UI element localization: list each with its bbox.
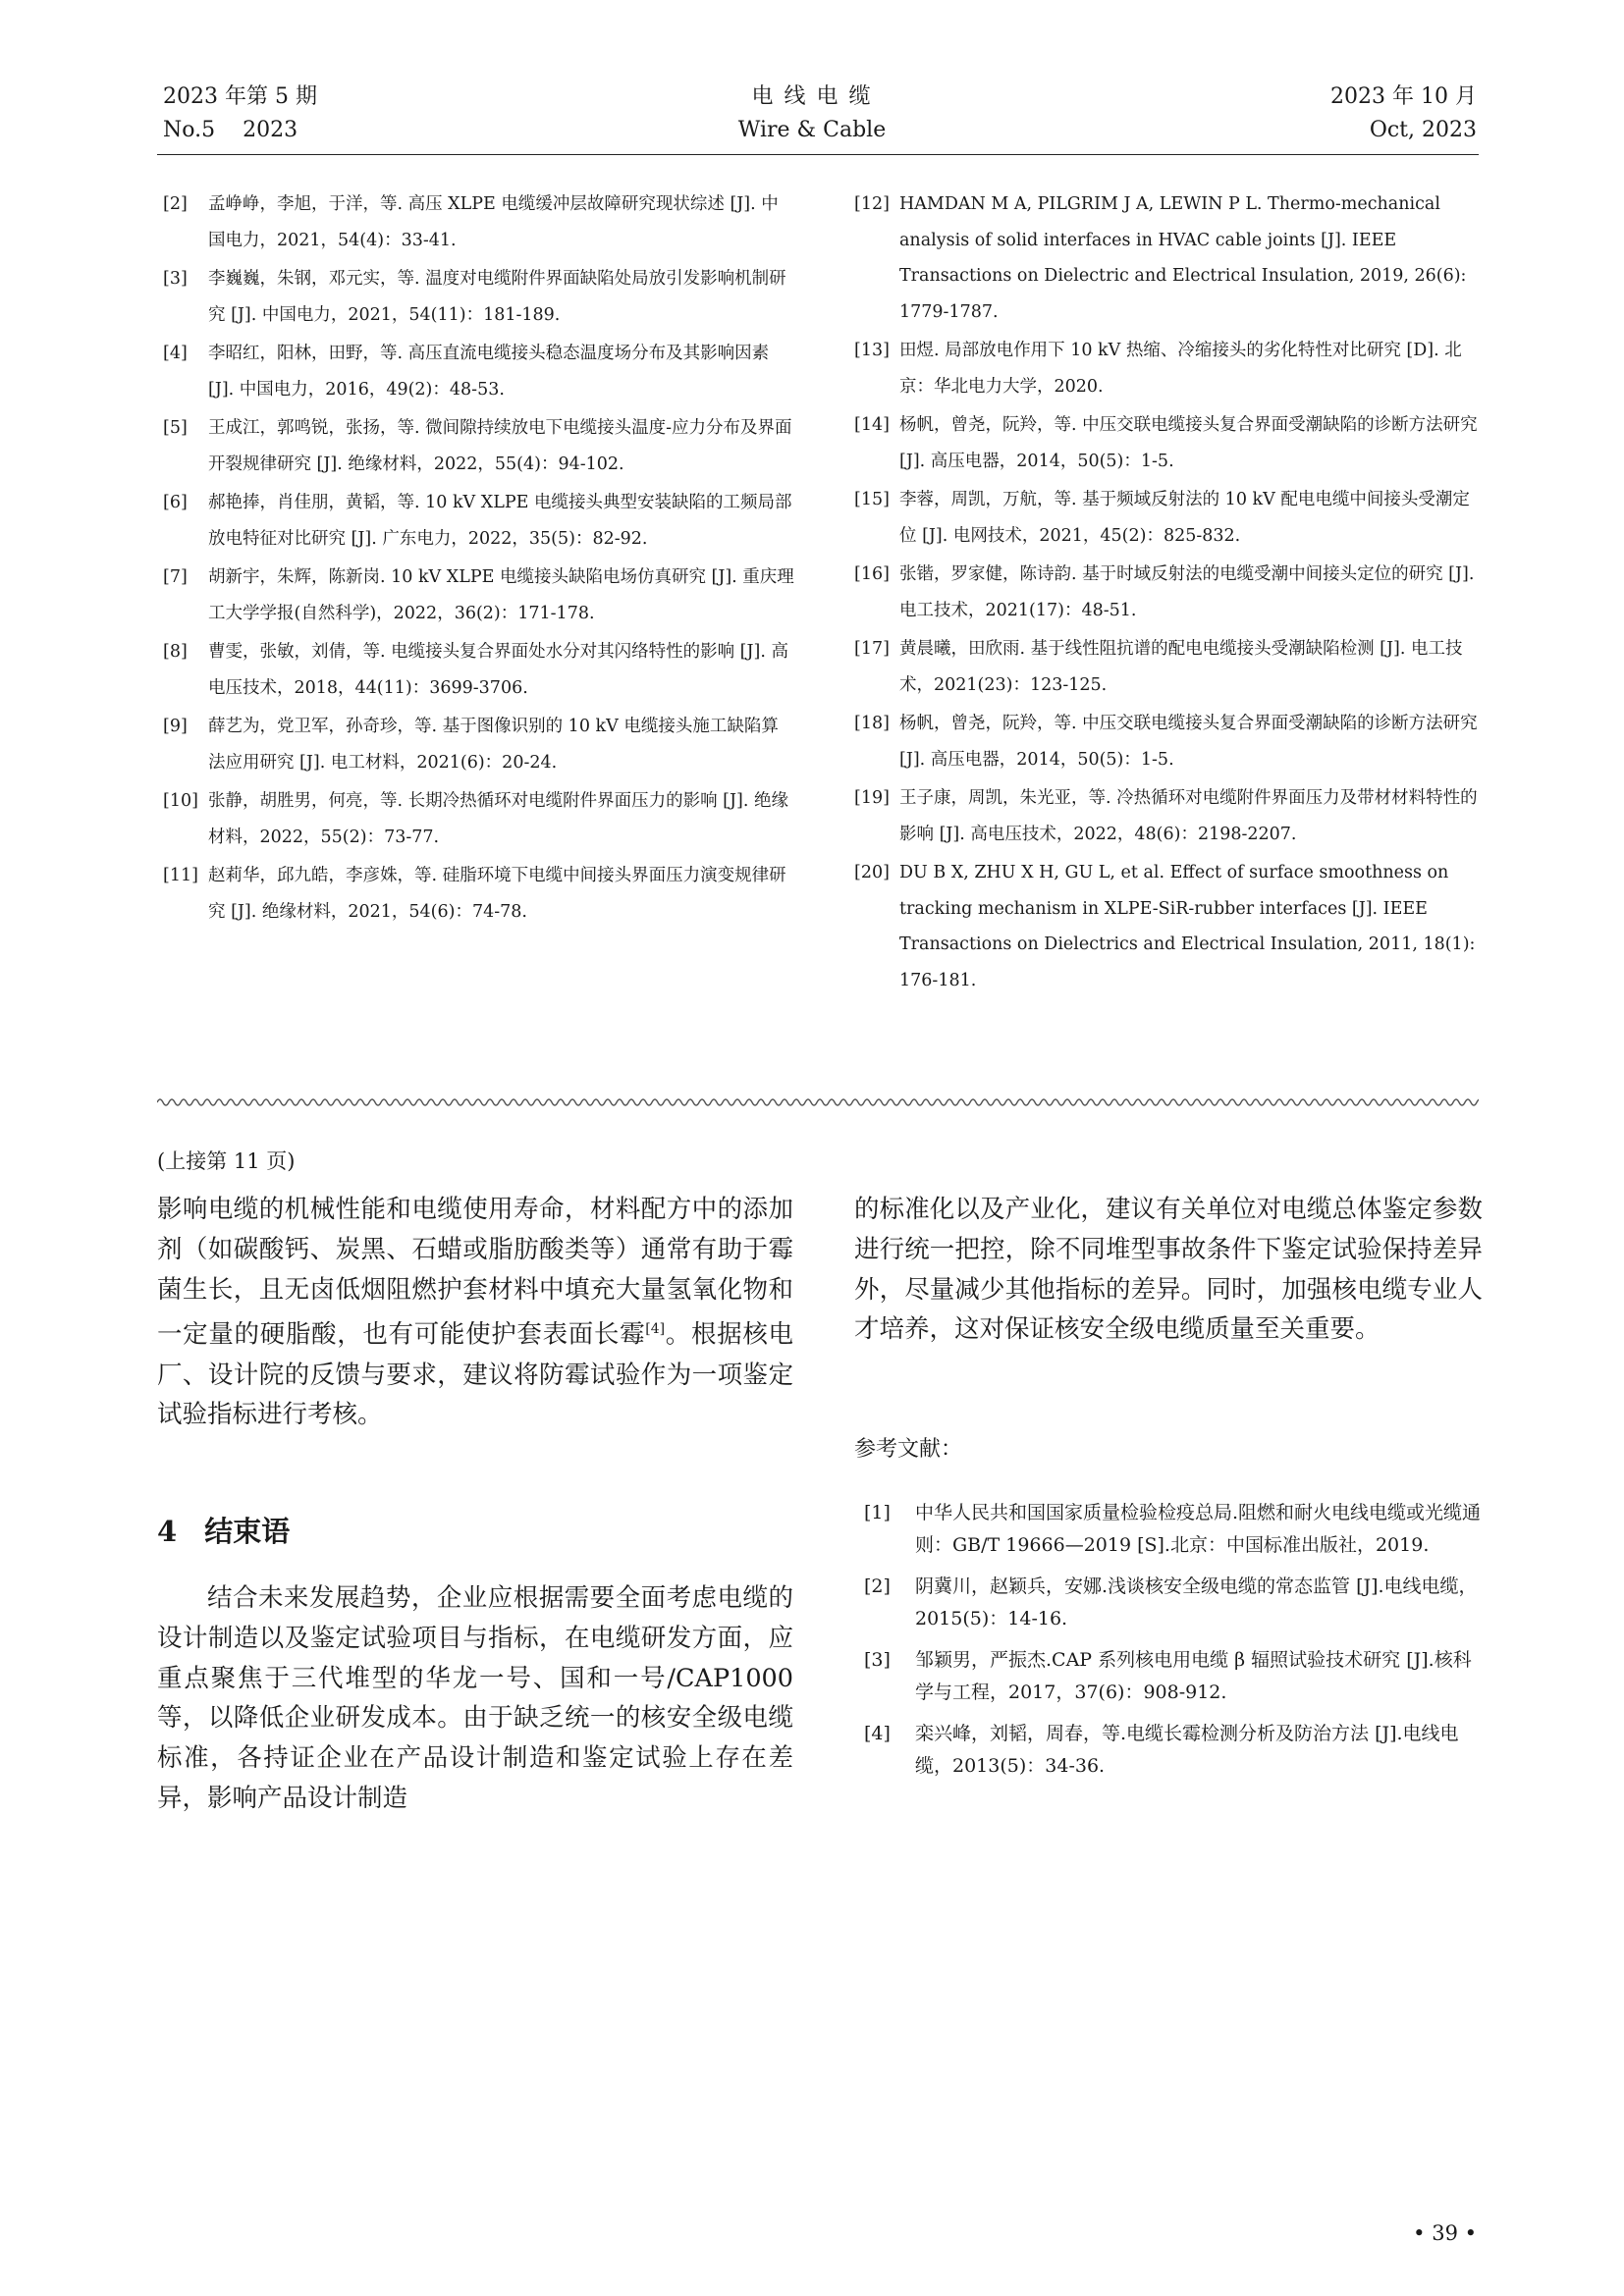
reference-text: 胡新宇，朱辉，陈新岗. 10 kV XLPE 电缆接头缺陷电场仿真研究 [J]. 重庆理工大学学报(自然科学)，2022，36(2)：171-178. [208, 567, 794, 623]
section-heading [157, 1512, 290, 1551]
reference-number: [15] [854, 490, 890, 509]
reference-item [854, 407, 1483, 479]
reference-number: [16] [854, 564, 890, 584]
wave-separator [157, 1095, 1479, 1109]
references-title: 参考文献： [854, 1437, 963, 1462]
reference-item [163, 261, 794, 333]
reference-text: 张锴，罗家健，陈诗韵. 基于时域反射法的电缆受潮中间接头定位的研究 [J]. 电工技术，2021(17)：48-51. [899, 564, 1475, 620]
reference-number: [19] [854, 788, 890, 808]
reference-text: 杨帆，曾尧，阮羚，等. 中压交联电缆接头复合界面受潮缺陷的诊断方法研究 [J]. 高压电器，2014，50(5)：1-5. [899, 415, 1478, 471]
reference-text: 张静，胡胜男，何亮，等. 长期冷热循环对电缆附件界面压力的影响 [J]. 绝缘材料，2022，55(2)：73-77. [208, 791, 788, 847]
issue-en: No.5 2023 [163, 118, 298, 142]
journal-name [665, 80, 959, 147]
header-rule [157, 154, 1479, 155]
issue-cn: 2023 年第 5 期 [163, 84, 317, 109]
reference-item [163, 634, 794, 706]
reference-item [854, 1571, 1483, 1635]
section-number: 4 [157, 1515, 178, 1548]
reference-item [854, 187, 1483, 330]
reference-text: 李巍巍，朱钢，邓元实，等. 温度对电缆附件界面缺陷处局放引发影响机制研究 [J]. 中国电力，2021，54(11)：181-189. [208, 269, 786, 325]
reference-number: [3] [163, 269, 188, 289]
references-right-column [854, 187, 1483, 1001]
reference-item [854, 631, 1483, 703]
reference-text: 田煜. 局部放电作用下 10 kV 热缩、冷缩接头的劣化特性对比研究 [D]. 北京：华北电力大学，2020. [899, 341, 1462, 397]
reference-item [163, 709, 794, 780]
reference-item [854, 1497, 1483, 1562]
date-en: Oct, 2023 [1369, 118, 1477, 142]
reference-number: [13] [854, 341, 890, 360]
reference-item [854, 333, 1483, 404]
reference-number: [4] [864, 1723, 891, 1744]
reference-text: 邹颖男，严振杰.CAP 系列核电用电缆 β 辐照试验技术研究 [J].核科学与工程，2017，37(6)：908-912. [915, 1649, 1472, 1703]
reference-item [163, 410, 794, 482]
references-list [854, 1497, 1483, 1791]
reference-text: 栾兴峰，刘韬，周春，等.电缆长霉检测分析及防治方法 [J].电线电缆，2013(5)：34-36. [915, 1723, 1459, 1777]
reference-number: [8] [163, 642, 188, 662]
journal-date [1330, 80, 1477, 147]
reference-item [854, 780, 1483, 852]
reference-item [854, 482, 1483, 554]
reference-text: 赵莉华，邱九皓，李彦姝，等. 硅脂环境下电缆中间接头界面压力演变规律研究 [J]. 绝缘材料，2021，54(6)：74-78. [208, 866, 786, 922]
reference-text: 阴冀川，赵颖兵，安娜.浅谈核安全级电缆的常态监管 [J].电线电缆，2015(5)：14-16. [915, 1575, 1478, 1629]
date-cn: 2023 年 10 月 [1330, 84, 1477, 109]
page-number: • 39 • [1413, 2221, 1477, 2245]
reference-item [163, 858, 794, 930]
reference-number: [1] [864, 1502, 891, 1523]
reference-item [854, 1644, 1483, 1709]
reference-number: [9] [163, 717, 188, 736]
reference-number: [7] [163, 567, 188, 587]
reference-item [163, 485, 794, 557]
conclusion-paragraph-continued: 的标准化以及产业化，建议有关单位对电缆总体鉴定参数进行统一把控，除不同堆型事故条件下鉴定试验保持差异外，尽量减少其他指标的差异。同时，加强核电缆专业人才培养，这对保证核安全级电缆质量至关重要。 [854, 1195, 1483, 1345]
references-left-column [163, 187, 794, 933]
body-paragraph [157, 1190, 793, 1435]
reference-number: [18] [854, 714, 890, 733]
paragraph-text-end: 。根据核电厂、设计院的反馈与要求，建议将防霉试验作为一项鉴定试验指标进行考核。 [157, 1319, 793, 1430]
reference-number: [14] [854, 415, 890, 435]
reference-text: 郝艳捧，肖佳朋，黄韬，等. 10 kV XLPE 电缆接头典型安装缺陷的工频局部放电特征对比研究 [J]. 广东电力，2022，35(5)：82-92. [208, 493, 792, 549]
reference-text: 曹雯，张敏，刘倩，等. 电缆接头复合界面处水分对其闪络特性的影响 [J]. 高电压技术，2018，44(11)：3699-3706. [208, 642, 788, 698]
section-title: 结束语 [204, 1515, 291, 1548]
reference-text: HAMDAN M A, PILGRIM J A, LEWIN P L. Thermo-mechanical analysis of solid interfaces in HVAC cable joints [J]. IEEE Transactions on Dielectric and Electrical Insulation, 2019, 26(6): 1779-1787. [899, 194, 1467, 322]
reference-number: [20] [854, 863, 890, 882]
journal-name-cn: 电 线 电 缆 [751, 84, 873, 109]
reference-item [163, 336, 794, 407]
journal-issue [163, 80, 317, 147]
reference-item [163, 783, 794, 855]
reference-number: [3] [864, 1649, 891, 1671]
reference-number: [12] [854, 194, 890, 214]
reference-number: [4] [163, 344, 188, 363]
reference-text: 李昭红，阳林，田野，等. 高压直流电缆接头稳态温度场分布及其影响因素 [J]. 中国电力，2016，49(2)：48-53. [208, 344, 770, 400]
reference-number: [10] [163, 791, 198, 811]
reference-number: [17] [854, 639, 890, 659]
reference-number: [2] [864, 1575, 891, 1597]
paragraph-text: 影响电缆的机械性能和电缆使用寿命，材料配方中的添加剂（如碳酸钙、炭黑、石蜡或脂肪酸类等）通常有助于霉菌生长，且无卤低烟阻燃护套材料中填充大量氢氧化物和一定量的硬脂酸，也有可能使护套表面长霉 [157, 1195, 793, 1350]
reference-text: 王子康，周凯，朱光亚，等. 冷热循环对电缆附件界面压力及带材材料特性的影响 [J]. 高电压技术，2022，48(6)：2198-2207. [899, 788, 1478, 844]
reference-number: [2] [163, 194, 188, 214]
reference-item [854, 1718, 1483, 1783]
citation-mark: [4] [645, 1321, 666, 1338]
continued-note: (上接第 11 页) [157, 1149, 296, 1173]
reference-number: [11] [163, 866, 198, 885]
reference-text: 王成江，郭鸣锐，张扬，等. 微间隙持续放电下电缆接头温度-应力分布及界面开裂规律研究 [J]. 绝缘材料，2022，55(4)：94-102. [208, 418, 792, 474]
reference-item [854, 557, 1483, 628]
reference-text: 孟峥峥，李旭，于洋，等. 高压 XLPE 电缆缓冲层故障研究现状综述 [J]. 中国电力，2021，54(4)：33-41. [208, 194, 779, 250]
reference-text: 杨帆，曾尧，阮羚，等. 中压交联电缆接头复合界面受潮缺陷的诊断方法研究 [J]. 高压电器，2014，50(5)：1-5. [899, 714, 1478, 770]
conclusion-paragraph: 结合未来发展趋势，企业应根据需要全面考虑电缆的设计制造以及鉴定试验项目与指标，在电缆研发方面，应重点聚焦于三代堆型的华龙一号、国和一号/CAP1000 等，以降低企业研发成本。由于缺乏统一的核安全级电缆标准，各持证企业在产品设计制造和鉴定试验上存在差异，影响产品设计制造 [157, 1583, 793, 1813]
reference-text: DU B X, ZHU X H, GU L, et al. Effect of surface smoothness on tracking mechanism in XLPE-SiR-rubber interfaces [J]. IEEE Transactions on Dielectrics and Electrical Insulation, 2011, 18(1): 176-181. [899, 863, 1476, 990]
reference-item [163, 560, 794, 631]
reference-item [854, 855, 1483, 998]
reference-item [163, 187, 794, 258]
reference-text: 黄晨曦，田欣雨. 基于线性阻抗谱的配电电缆接头受潮缺陷检测 [J]. 电工技术，2021(23)：123-125. [899, 639, 1463, 695]
reference-text: 李蓉，周凯，万航，等. 基于频域反射法的 10 kV 配电电缆中间接头受潮定位 [J]. 电网技术，2021，45(2)：825-832. [899, 490, 1470, 546]
reference-text: 中华人民共和国国家质量检验检疫总局.阻燃和耐火电线电缆或光缆通则：GB/T 19666—2019 [S].北京：中国标准出版社，2019. [915, 1502, 1482, 1556]
journal-name-en: Wire & Cable [737, 118, 887, 142]
reference-item [854, 706, 1483, 777]
reference-number: [6] [163, 493, 188, 512]
reference-text: 薛艺为，党卫军，孙奇珍，等. 基于图像识别的 10 kV 电缆接头施工缺陷算法应用研究 [J]. 电工材料，2021(6)：20-24. [208, 717, 779, 773]
reference-number: [5] [163, 418, 188, 438]
